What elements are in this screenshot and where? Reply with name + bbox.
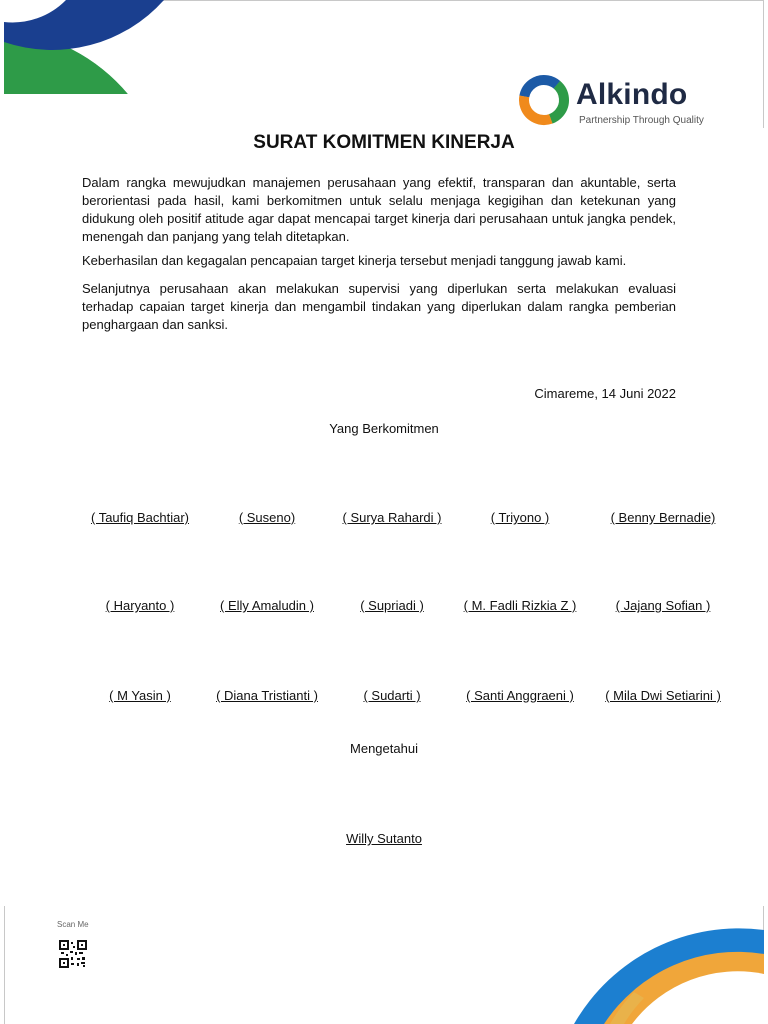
logo-brand-name: Alkindo <box>576 78 688 111</box>
signatory-row <box>0 510 768 530</box>
paragraph-supervision: Selanjutnya perusahaan akan melakukan supervisi yang diperlukan serta melakukan evaluasi terhadap capaian target kinerja dan mengambil tindakan yang diperlukan dalam rangka pemberian penghargaan dan sanksi. <box>82 281 676 332</box>
signatory-name: ( Elly Amaludin ) <box>220 598 314 613</box>
signatory-name: ( Mila Dwi Setiarini ) <box>605 688 721 703</box>
signatory-name: ( Suseno) <box>238 510 296 525</box>
signatory-name: ( Haryanto ) <box>105 598 175 613</box>
logo-tagline: Partnership Through Quality <box>579 115 704 126</box>
paragraph-responsibility: Keberhasilan dan kegagalan pencapaian target kinerja tersebut menjadi tanggung jawab kami. <box>82 253 627 268</box>
signatory-row <box>0 688 768 708</box>
signatory-name: ( Triyono ) <box>490 510 550 525</box>
corner-arc-decoration-top <box>4 0 164 94</box>
qr-code-icon <box>59 940 87 968</box>
corner-arc-decoration-bottom <box>574 928 764 1024</box>
committed-label: Yang Berkomitmen <box>329 421 439 436</box>
acknowledged-label: Mengetahui <box>350 741 418 756</box>
signatory-name: ( M Yasin ) <box>109 688 171 703</box>
signatory-name: ( Santi Anggraeni ) <box>466 688 574 703</box>
signatory-name: ( M. Fadli Rizkia Z ) <box>463 598 577 613</box>
signatory-name: ( Benny Bernadie) <box>610 510 716 525</box>
signatory-name: ( Jajang Sofian ) <box>615 598 711 613</box>
signatory-name: ( Taufiq Bachtiar) <box>90 510 190 525</box>
alkindo-ring-icon <box>518 74 570 126</box>
signatory-name: ( Sudarti ) <box>363 688 421 703</box>
place-date: Cimareme, 14 Juni 2022 <box>534 386 676 401</box>
acknowledger <box>0 830 768 848</box>
signatory-name: ( Supriadi ) <box>360 598 424 613</box>
signatory-name: ( Diana Tristianti ) <box>216 688 318 703</box>
signatory-name: ( Surya Rahardi ) <box>342 510 442 525</box>
paragraph-commitment: Dalam rangka mewujudkan manajemen perusahaan yang efektif, transparan dan akuntable, serta berorientasi pada hasil, kami berkomitmen untuk selalu menjaga kegigihan dan ketekunan yang didukung oleh positif atitude agar dapat mencapai target kinerja dari perusahaan untuk jangka pendek, menengah dan panjang yang telah ditetapkan. <box>82 175 676 244</box>
alkindo-logo <box>518 74 718 130</box>
signatory-row <box>0 598 768 618</box>
scan-me-label: Scan Me <box>57 920 89 929</box>
document-title: SURAT KOMITMEN KINERJA <box>253 132 515 153</box>
acknowledger-name: Willy Sutanto <box>346 831 422 846</box>
